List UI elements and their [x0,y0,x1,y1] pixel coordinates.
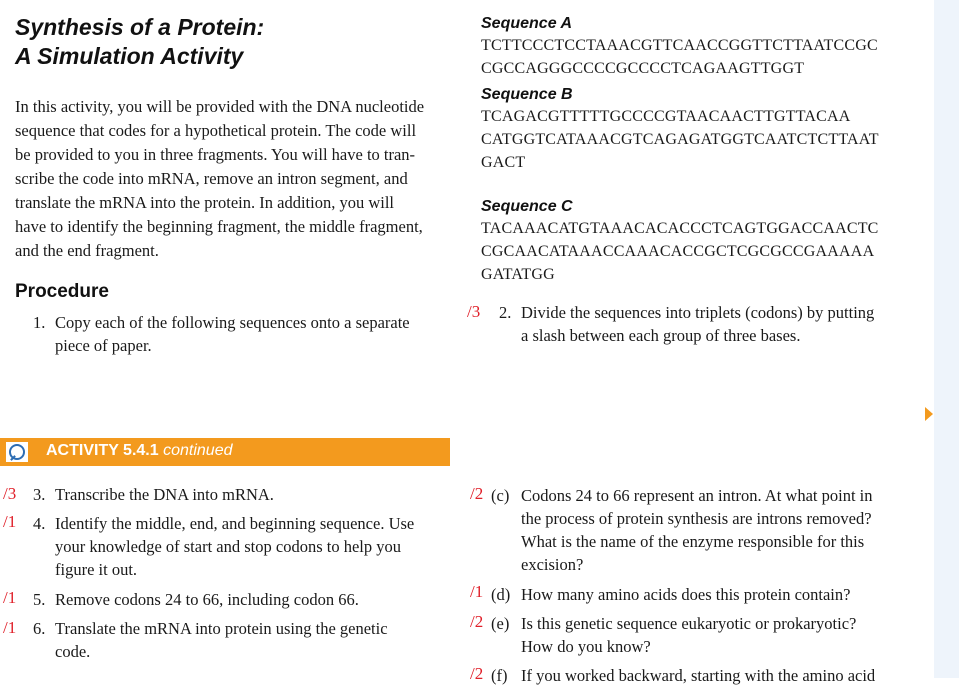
step-number: 2. [499,303,512,322]
step-line: If you worked backward, starting with the amino acid [521,666,876,685]
intro-line: In this activity, you will be provided with the DNA nucleotide [15,97,425,116]
step-line: Codons 24 to 66 represent an intron. At what point in [521,486,873,505]
step-line: piece of paper. [55,336,152,355]
intro-line: sequence that codes for a hypothetical protein. The code will [15,121,417,140]
step-2 [499,301,929,347]
activity-banner [0,438,450,466]
sequence-c [481,197,879,286]
banner-suffix: continued [163,442,233,459]
sequence-line: TCAGACGTTTTTGCCCCGTAACAACTTGTTACAA [481,108,851,125]
step-line: How do you know? [521,637,651,656]
intro-line: and the end fragment. [15,241,159,260]
step-f [491,664,931,687]
intro-paragraph [15,95,455,263]
step-line: Divide the sequences into triplets (codons) by putting [521,303,875,322]
page-edge-bar [934,0,959,678]
step-line: Is this genetic sequence eukaryotic or prokaryotic? [521,614,857,633]
intro-line: translate the mRNA into the protein. In addition, you will [15,193,394,212]
sequence-b [481,85,879,174]
sequence-b-label: Sequence B [481,86,573,103]
title-line-2: A Simulation Activity [15,43,244,69]
banner-label: ACTIVITY 5.4.1 [46,442,159,459]
sequence-line: TACAAACATGTAAACACACCCTCAGTGGACCAACTC [481,220,879,237]
step-line: Identify the middle, end, and beginning sequence. Use [55,514,415,533]
step-mark: /1 [3,618,17,637]
step-line: excision? [521,555,584,574]
step-number: 4. [33,514,46,533]
sequence-line: TCTTCCCTCCTAAACGTTCAACCGGTTCTTAATCCGC [481,37,878,54]
sequence-line: GATATGG [481,266,555,283]
step-line: your knowledge of start and stop codons to help you [55,537,401,556]
step-d [491,583,931,606]
step-mark: /1 [3,512,17,531]
step-1 [33,311,453,357]
step-mark: /1 [3,588,17,607]
sequence-a [481,14,878,80]
step-number: 3. [33,485,46,504]
sequence-line: CGCAACATAAACCAAACACCGCTCGCGCCGAAAAA [481,243,875,260]
next-page-arrow-icon[interactable] [925,407,933,421]
step-line: Remove codons 24 to 66, including codon 66. [55,590,359,609]
intro-line: be provided to you in three fragments. You will have to tran- [15,145,416,164]
step-4 [33,512,453,581]
sequence-line: CATGGTCATAAACGTCAGAGATGGTCAATCTCTTAAT [481,131,879,148]
step-mark: /1 [470,582,484,601]
step-letter: (e) [491,614,510,633]
step-number: 1. [33,313,46,332]
step-line: Copy each of the following sequences onto a separate [55,313,410,332]
page-title [15,13,264,71]
step-6 [33,617,453,663]
procedure-heading: Procedure [15,281,109,302]
step-mark: /3 [3,484,17,503]
magnifier-icon [6,442,28,462]
step-line: Transcribe the DNA into mRNA. [55,485,274,504]
step-letter: (f) [491,666,508,685]
sequence-line: GACT [481,154,526,171]
step-line: How many amino acids does this protein contain? [521,585,851,604]
step-line: Translate the mRNA into protein using the genetic [55,619,388,638]
sequence-a-label: Sequence A [481,15,572,32]
sequence-c-label: Sequence C [481,198,573,215]
step-line: code. [55,642,91,661]
step-3 [33,483,453,506]
step-letter: (d) [491,585,511,604]
step-c [491,484,931,576]
step-line: What is the name of the enzyme responsible for this [521,532,865,551]
intro-line: have to identify the beginning fragment, the middle fragment, [15,217,423,236]
step-number: 6. [33,619,46,638]
step-line: a slash between each group of three bases. [521,326,801,345]
step-e [491,612,931,658]
step-mark: /2 [470,484,484,503]
step-line: figure it out. [55,560,138,579]
title-line-1: Synthesis of a Protein: [15,14,265,40]
intro-line: scribe the code into mRNA, remove an intron segment, and [15,169,408,188]
step-letter: (c) [491,486,510,505]
step-2-mark: /3 [467,302,481,321]
sequence-line: CGCCAGGGCCCCGCCCCTCAGAAGTTGGT [481,60,805,77]
step-mark: /2 [470,612,484,631]
banner-title [46,442,232,460]
step-number: 5. [33,590,46,609]
step-5 [33,588,453,611]
step-mark: /2 [470,664,484,683]
step-line: the process of protein synthesis are introns removed? [521,509,872,528]
